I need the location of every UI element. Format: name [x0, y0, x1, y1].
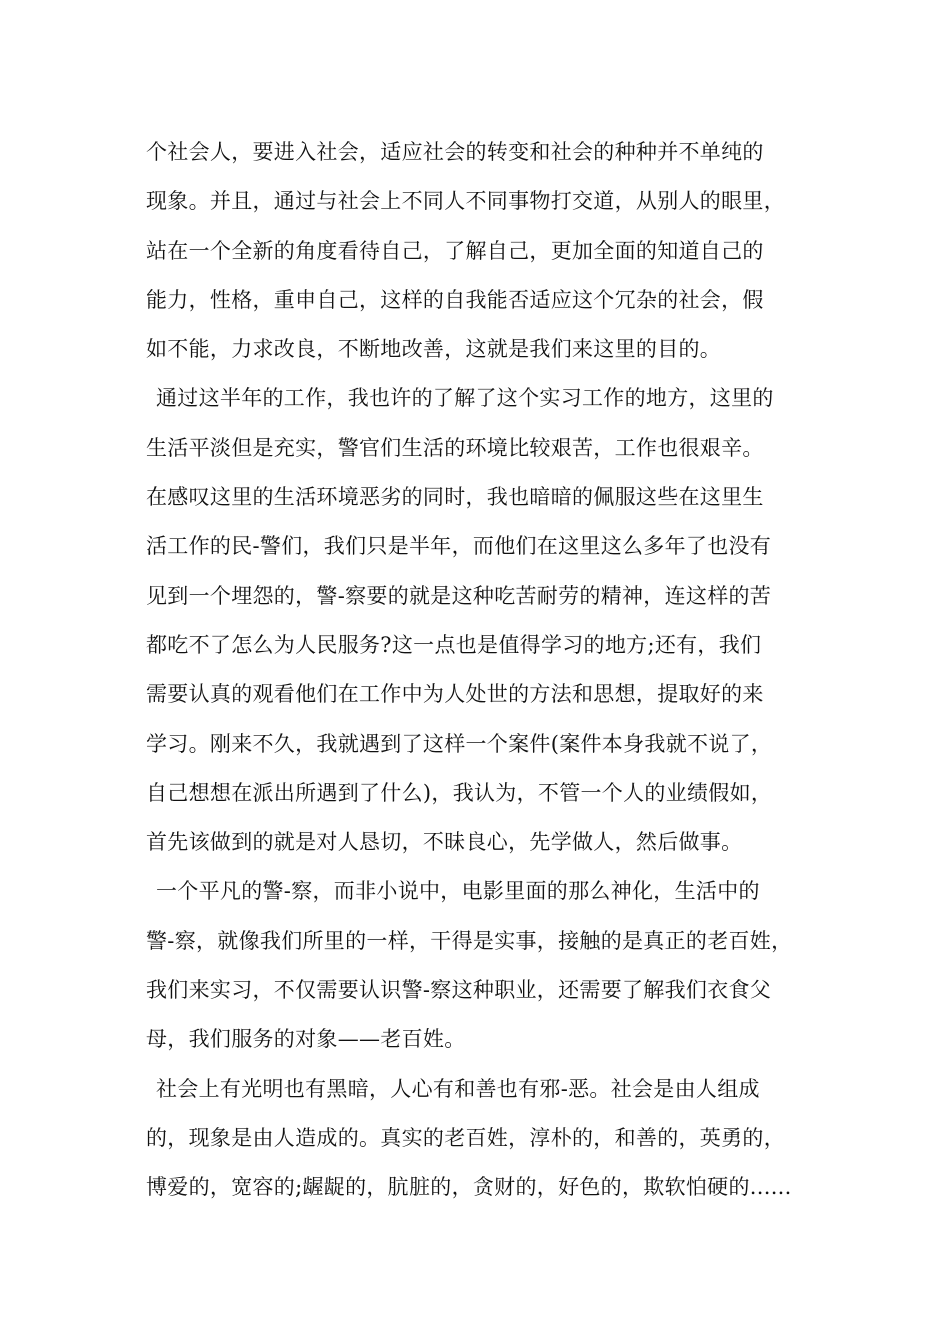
text-line: 生活平淡但是充实，警官们生活的环境比较艰苦，工作也很艰辛。: [146, 435, 764, 460]
text-line: 的，现象是由人造成的。真实的老百姓，淳朴的，和善的，英勇的，: [146, 1125, 785, 1150]
text-line: 在感叹这里的生活环境恶劣的同时，我也暗暗的佩服这些在这里生: [146, 485, 764, 510]
text-line: 学习。刚来不久，我就遇到了这样一个案件(案件本身我就不说了，: [146, 731, 773, 756]
text-line: 首先该做到的就是对人恳切，不昧良心，先学做人，然后做事。: [146, 830, 743, 855]
text-line: 我们来实习，不仅需要认识警-察这种职业，还需要了解我们衣食父: [146, 978, 772, 1003]
text-line: 母，我们服务的对象——老百姓。: [146, 1027, 466, 1052]
text-line: 警-察，就像我们所里的一样，干得是实事，接触的是真正的老百姓，: [146, 928, 793, 953]
text-line: 站在一个全新的角度看待自己，了解自己，更加全面的知道自己的: [146, 238, 764, 263]
paragraph-start-line: 通过这半年的工作，我也许的了解了这个实习工作的地方，这里的: [156, 386, 774, 411]
text-line: 如不能，力求改良，不断地改善，这就是我们来这里的目的。: [146, 337, 722, 362]
body-text: [146, 132, 836, 1217]
text-line: 需要认真的观看他们在工作中为人处世的方法和思想，提取好的来: [146, 682, 764, 707]
text-line: 见到一个埋怨的，警-察要的就是这种吃苦耐劳的精神，连这样的苦: [146, 583, 772, 608]
text-line: 活工作的民-警们，我们只是半年，而他们在这里这么多年了也没有: [146, 534, 772, 559]
paragraph-start-line: 社会上有光明也有黑暗，人心有和善也有邪-恶。社会是由人组成: [156, 1076, 760, 1101]
text-line: 博爱的，宽容的;龌龊的，肮脏的，贪财的，好色的，欺软怕硬的......: [146, 1175, 792, 1200]
text-line: 个社会人，要进入社会，适应社会的转变和社会的种种并不单纯的: [146, 140, 764, 164]
text-line: 自己想想在派出所遇到了什么)，我认为，不管一个人的业绩假如，: [146, 780, 773, 805]
text-line: 能力，性格，重申自己，这样的自我能否适应这个冗杂的社会，假: [146, 287, 764, 312]
text-line: 都吃不了怎么为人民服务?这一点也是值得学习的地方;还有，我们: [146, 632, 762, 657]
text-line: 现象。并且，通过与社会上不同人不同事物打交道，从别人的眼里，: [146, 189, 785, 214]
paragraph-start-line: 一个平凡的警-察，而非小说中，电影里面的那么神化，生活中的: [156, 879, 760, 904]
